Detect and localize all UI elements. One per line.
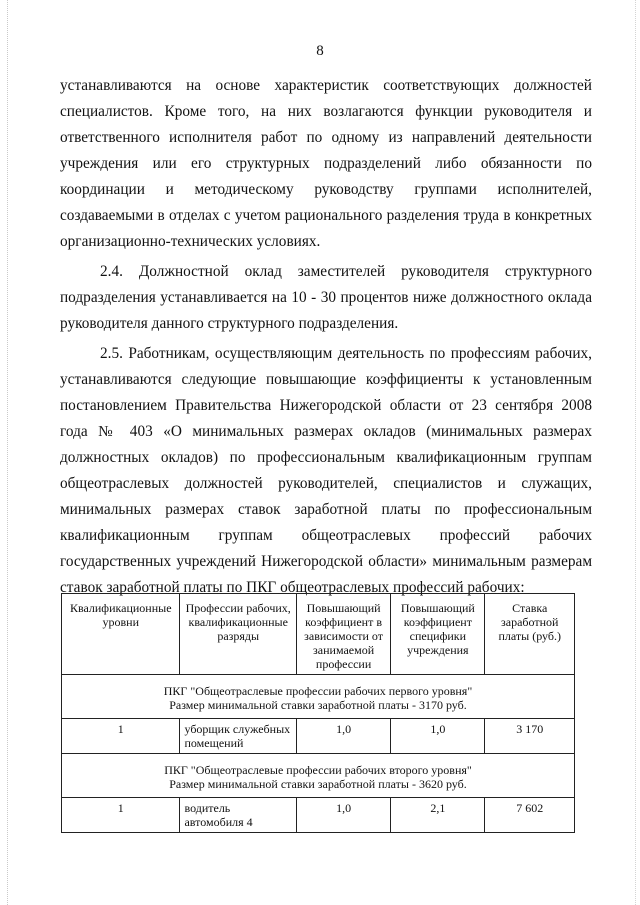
table-row <box>62 798 575 833</box>
group-title: ПКГ "Общеотраслевые профессии рабочих первого уровня" <box>163 684 473 698</box>
header-institution-coefficient: Повышающий коэффициент специфики учреждения <box>391 594 485 675</box>
document-body <box>60 73 592 601</box>
cell-level: 1 <box>62 719 180 754</box>
cell-profession-coefficient: 1,0 <box>296 719 390 754</box>
cell-profession-coefficient: 1,0 <box>296 798 390 833</box>
group-title: ПКГ "Общеотраслевые профессии рабочих второго уровня" <box>164 763 472 777</box>
cell-level: 1 <box>62 798 180 833</box>
paragraph-2-4: 2.4. Должностной оклад заместителей руководителя структурного подразделения устанавливается на 10 - 30 процентов ниже должностного оклада руководителя данного структурного подразделения. <box>60 263 592 332</box>
cell-institution-coefficient: 2,1 <box>391 798 485 833</box>
header-qualification-levels: Квалификационные уровни <box>62 594 180 675</box>
cell-institution-coefficient: 1,0 <box>391 719 485 754</box>
header-wage-rate: Ставка заработной платы (руб.) <box>485 594 575 675</box>
cell-profession: водитель автомобиля 4 <box>180 798 296 833</box>
paragraph-continuation: устанавливаются на основе характеристик соответствующих должностей специалистов. Кроме того, на них возлагаются функции руководителя и ответственного исполнителя работ по одному из направлений деятельности учреждения или его структурных подразделений либо обязанности по координации и методическому руководству группами исполнителей, создаваемыми в отделах с учетом рационального разделения труда в конкретных организационно-технических условиях. <box>60 77 592 250</box>
page-number: 8 <box>316 43 324 59</box>
paragraph-2-5: 2.5. Работникам, осуществляющим деятельность по профессиям рабочих, устанавливаются следующие повышающие коэффициенты к установленным постановлением Правительства Нижегородской области от 23 сентября 2008 года № 403 «О минимальных размерах окладов (минимальных размерах должностных окладов) по профессиональным квалификационным группам общеотраслевых должностей руководителей, специалистов и служащих, минимальных размерах ставок заработной платы по профессиональным квалификационным группам общеотраслевых профессий рабочих государственных учреждений Нижегородской области» минимальным размерам ставок заработной платы по ПКГ общеотраслевых профессий рабочих: <box>60 345 592 596</box>
group-row <box>62 675 575 719</box>
group-min-rate: Размер минимальной ставки заработной платы - 3620 руб. <box>169 777 467 791</box>
group-min-rate: Размер минимальной ставки заработной платы - 3170 руб. <box>169 698 467 712</box>
cell-profession: уборщик служебных помещений <box>180 719 296 754</box>
wage-coefficients-table <box>61 593 575 833</box>
group-heading <box>62 675 575 719</box>
cell-wage-rate: 3 170 <box>485 719 575 754</box>
header-profession-coefficient: Повышающий коэффициент в зависимости от занимаемой профессии <box>296 594 390 675</box>
scan-left-edge <box>0 0 8 905</box>
cell-wage-rate: 7 602 <box>485 798 575 833</box>
group-row <box>62 754 575 798</box>
table-header-row <box>62 594 575 675</box>
header-professions: Профессии рабочих, квалификационные разряды <box>180 594 296 675</box>
table-row <box>62 719 575 754</box>
scan-right-edge <box>635 0 640 905</box>
group-heading <box>62 754 575 798</box>
